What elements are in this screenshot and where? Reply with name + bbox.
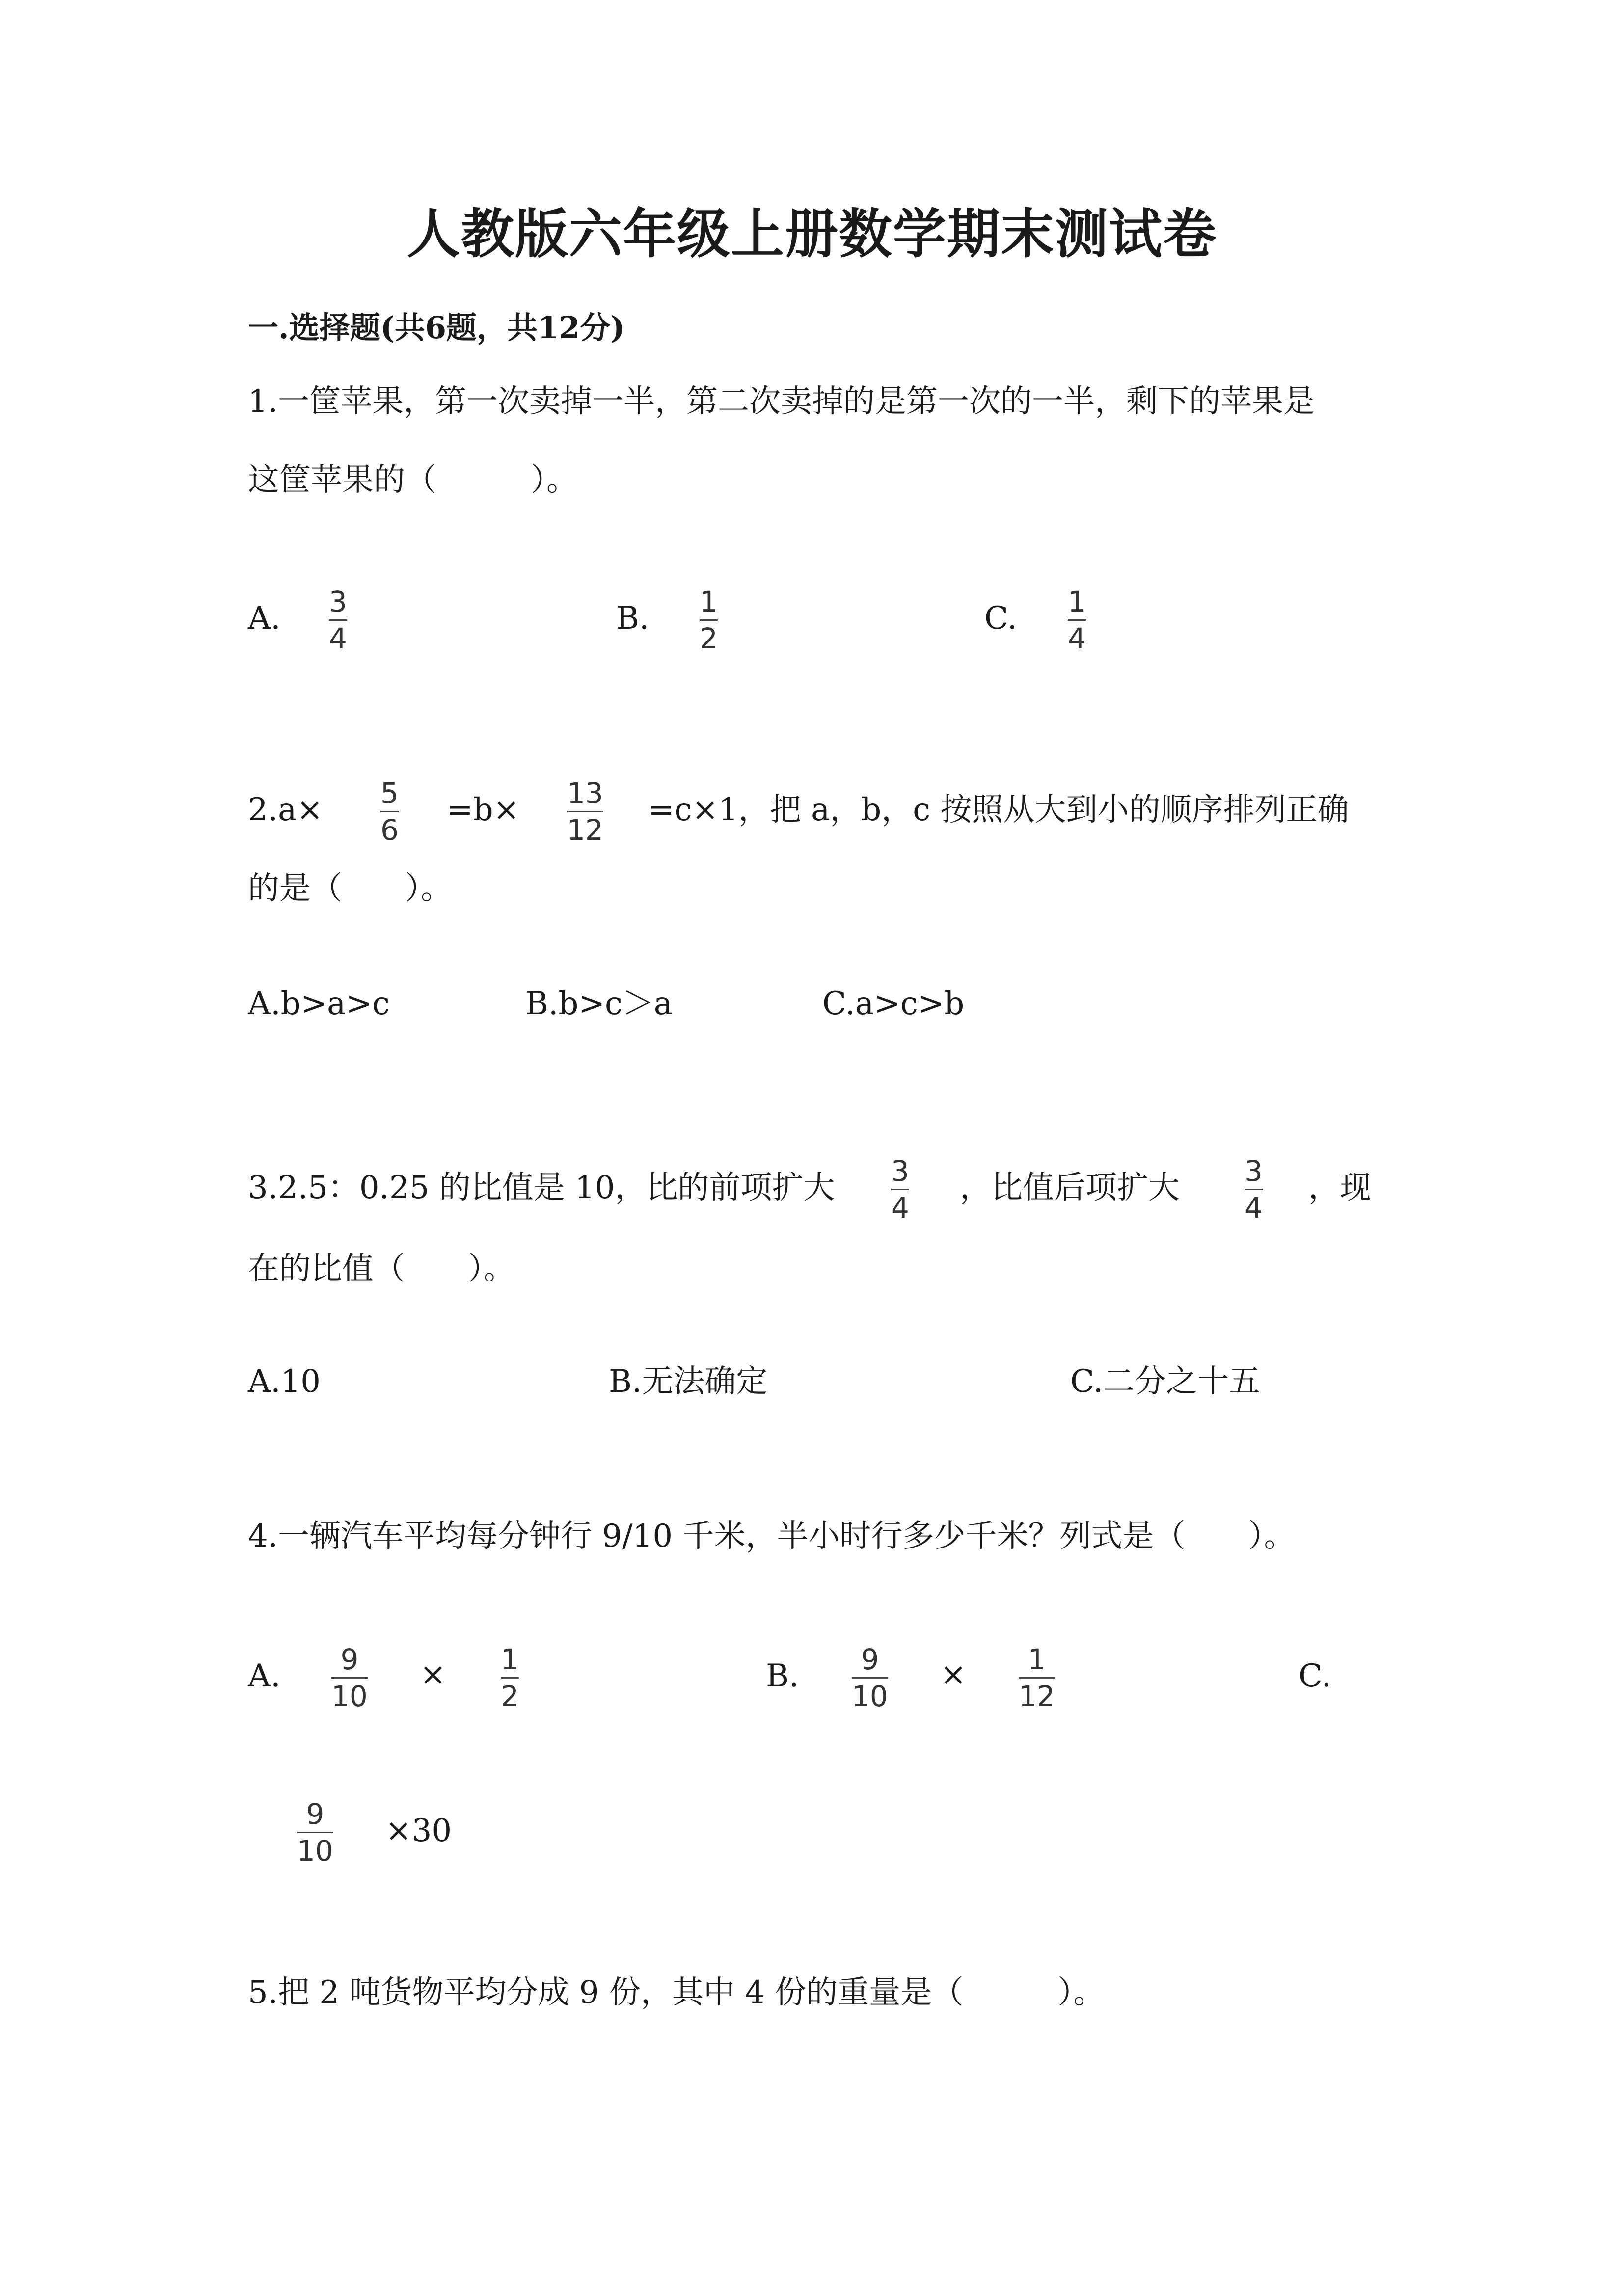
numerator: 9 [306,1797,325,1831]
q1-option-b-label: B. [616,600,650,637]
q4-option-c-label: C. [1299,1658,1332,1694]
denominator: 2 [700,622,718,655]
q4-option-c-fraction [297,1799,333,1866]
denominator: 10 [852,1680,888,1713]
q2-option-b: B.b>c＞a [525,986,673,1022]
denominator: 10 [331,1680,368,1713]
q4-option-a-label: A. [248,1658,281,1694]
section-heading: 一.选择题(共6题，共12分) [248,310,625,346]
q4-option-b-label: B. [766,1658,799,1694]
numerator: 13 [567,776,603,810]
numerator: 9 [340,1643,359,1676]
numerator: 5 [380,776,399,810]
denominator: 4 [1068,622,1086,655]
q1-option-b-fraction [700,587,718,654]
q3-option-a: A.10 [248,1363,321,1400]
numerator: 3 [329,585,347,618]
q2-fraction-2 [567,778,603,845]
q5-stem: 5.把 2 吨货物平均分成 9 份，其中 4 份的重量是（ ）。 [248,1975,1105,2011]
q1-option-a-label: A. [248,600,281,637]
q2-mid: =b× [447,792,520,828]
q1-stem-line2: 这筐苹果的（ ）。 [248,462,578,498]
denominator: 6 [380,813,399,847]
q4-stem: 4.一辆汽车平均每分钟行 9/10 千米，半小时行多少千米？列式是（ ）。 [248,1518,1296,1554]
q4-option-a-operator: × [420,1656,446,1693]
q4-option-b-fraction-1 [852,1644,888,1711]
q1-option-c-fraction [1068,587,1086,654]
q4-option-b-operator: × [940,1656,967,1693]
numerator: 1 [700,585,718,618]
q2-fraction-1 [380,778,399,845]
numerator: 1 [1068,585,1086,618]
q3-option-b: B.无法确定 [609,1363,768,1400]
numerator: 3 [1245,1154,1263,1188]
denominator: 12 [1019,1680,1055,1713]
q2-suffix: =c×1，把 a，b，c 按照从大到小的顺序排列正确 [648,792,1349,828]
denominator: 12 [567,813,603,847]
q3-fraction-2 [1245,1156,1263,1223]
q3-option-c: C.二分之十五 [1070,1363,1261,1400]
q4-option-a-fraction-1 [331,1644,368,1711]
q3-fraction-1 [891,1156,909,1223]
q1-stem-line1: 1.一筐苹果，第一次卖掉一半，第二次卖掉的是第一次的一半，剩下的苹果是 [248,383,1315,420]
denominator: 2 [501,1680,519,1713]
numerator: 1 [501,1643,519,1676]
denominator: 4 [329,622,347,655]
q4-option-a-fraction-2 [501,1644,519,1711]
q2-option-c: C.a>c>b [822,986,965,1022]
q1-option-c-label: C. [984,600,1018,637]
q3-stem-line2: 在的比值（ ）。 [248,1251,515,1287]
numerator: 9 [861,1643,879,1676]
q4-option-c-tail: ×30 [385,1813,452,1849]
denominator: 10 [297,1834,333,1868]
denominator: 4 [891,1191,909,1225]
q2-stem-line2: 的是（ ）。 [248,870,452,907]
q3-mid: ，比值后项扩大 [960,1170,1180,1206]
numerator: 3 [891,1154,909,1188]
q3-prefix: 3.2.5：0.25 的比值是 10，比的前项扩大 [248,1170,835,1206]
q2-prefix: 2.a× [248,792,323,828]
q1-option-a-fraction [329,587,347,654]
numerator: 1 [1028,1643,1046,1676]
q3-suffix: ，现 [1308,1170,1371,1206]
q4-option-b-fraction-2 [1019,1644,1055,1711]
denominator: 4 [1245,1191,1263,1225]
page-title: 人教版六年级上册数学期末测试卷 [406,203,1217,265]
q2-option-a: A.b>a>c [248,986,390,1022]
